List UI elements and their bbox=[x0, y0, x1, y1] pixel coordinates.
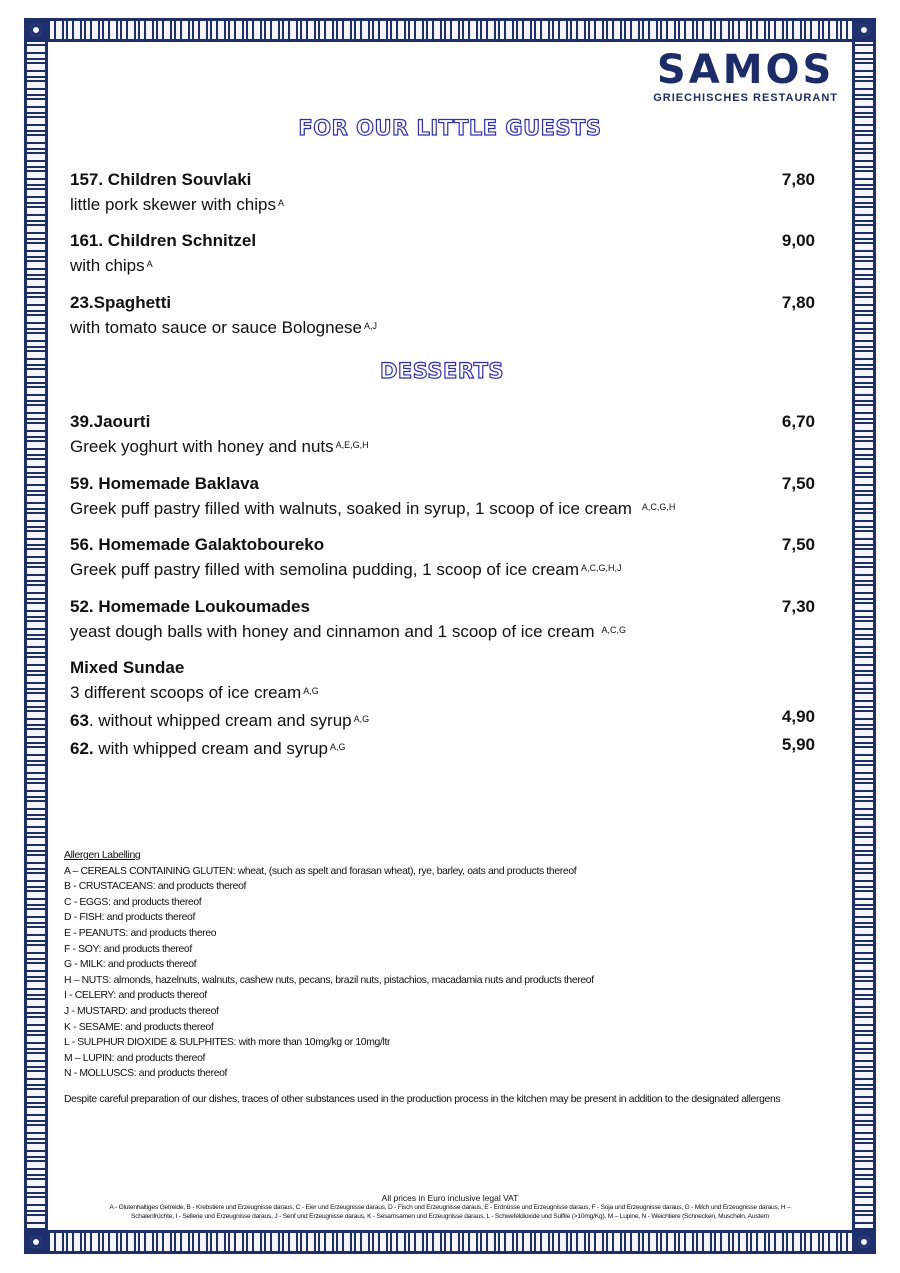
allergen-codes: A,C,G bbox=[601, 625, 627, 635]
option-price: 5,90 bbox=[781, 735, 815, 754]
item-title: 59. Homemade Baklava bbox=[70, 474, 259, 493]
allergen-line: A – CEREALS CONTAINING GLUTEN: wheat, (such as spelt and forasan wheat), rye, barley, oats and products thereof bbox=[64, 865, 577, 877]
corner-ornament-icon bbox=[852, 18, 876, 42]
allergen-line: F - SOY: and products thereof bbox=[64, 943, 192, 955]
item-title: 39.Jaourti bbox=[70, 412, 151, 431]
item-title: 161. Children Schnitzel bbox=[70, 231, 257, 250]
german-allergens-line: A - Glutenhaltiges Getreide, B - Krebstiere und Erzeugnisse daraus, C - Eier und Erzeugnisse daraus, D - Fisch und Erzeugnisse daraus, E - Erdnüsse und Erzeugnisse daraus, F - Soja und Erzeugnisse daraus, G - Milch und Erzeugnisse daraus, H – bbox=[109, 1204, 791, 1211]
corner-ornament-icon bbox=[24, 1230, 48, 1254]
item-description: 3 different scoops of ice cream $^{A,G}$ bbox=[70, 683, 319, 702]
brand-name: SAMOS bbox=[656, 47, 835, 93]
border-bottom bbox=[24, 1230, 876, 1254]
option-text: . without whipped cream and syrup bbox=[88, 711, 352, 730]
allergen-line: H – NUTS: almonds, hazelnuts, walnuts, cashew nuts, pecans, brazil nuts, pistachios, macadamia nuts and products thereof bbox=[64, 974, 594, 986]
item-description: with tomato sauce or sauce Bolognese $^{A,J}$ bbox=[70, 318, 378, 337]
option-price: 4,90 bbox=[781, 707, 815, 726]
menu-item bbox=[70, 170, 815, 215]
menu-item-sundae bbox=[70, 658, 815, 703]
menu-item bbox=[70, 535, 815, 580]
border-left bbox=[24, 18, 48, 1254]
allergen-line: M – LUPIN: and products thereof bbox=[64, 1052, 206, 1064]
allergen-codes: A bbox=[277, 198, 284, 208]
item-price: 9,00 bbox=[781, 231, 815, 250]
item-description: with chips $^A$ bbox=[70, 256, 153, 275]
item-price: 7,30 bbox=[781, 597, 815, 616]
item-description: yeast dough balls with honey and cinnamon and 1 scoop of ice cream $^{A,C,G}$ bbox=[70, 622, 627, 641]
allergen-line: C - EGGS: and products thereof bbox=[64, 896, 202, 908]
item-description: Greek puff pastry filled with semolina pudding, 1 scoop of ice cream $^{A,C,G,H,J}$ bbox=[70, 560, 622, 579]
brand-subtitle: GRIECHISCHES RESTAURANT bbox=[653, 92, 838, 104]
item-price: 7,50 bbox=[781, 535, 815, 554]
allergen-note: Despite careful preparation of our dishes, traces of other substances used in the production process in the kitchen may be present in addition to the designated allergens bbox=[64, 1093, 781, 1105]
item-title: Mixed Sundae bbox=[70, 658, 185, 677]
allergen-line: N - MOLLUSCS: and products thereof bbox=[64, 1068, 228, 1080]
section-title-kids: FOR OUR LITTLE GUESTS bbox=[298, 116, 602, 140]
corner-ornament-icon bbox=[852, 1230, 876, 1254]
allergen-labelling bbox=[64, 848, 844, 1108]
allergen-line: D - FISH: and products thereof bbox=[64, 912, 195, 924]
item-title: 56. Homemade Galaktoboureko bbox=[70, 535, 325, 554]
sundae-option bbox=[70, 707, 815, 731]
option-number: 62. bbox=[70, 739, 94, 758]
allergen-codes: A,C,G,H bbox=[641, 502, 676, 512]
allergen-line: J - MUSTARD: and products thereof bbox=[64, 1005, 219, 1017]
allergen-codes: A,G bbox=[303, 686, 319, 696]
allergen-line: E - PEANUTS: and products thereo bbox=[64, 927, 217, 939]
german-allergens-line: Schalenfrüchte, I - Sellerie und Erzeugnisse daraus, J - Senf und Erzeugnisse daraus, K - Sesamsamen und Erzeugnisse daraus, L - Schwefeldioxide und Sulfite (>10mg/Kg), M – Lupine, N - Weichtiere (Schnecken, Muscheln, Austern bbox=[131, 1213, 769, 1220]
footer bbox=[60, 1193, 840, 1221]
allergen-line: K - SESAME: and products thereof bbox=[64, 1021, 214, 1033]
item-description: little pork skewer with chips $^A$ bbox=[70, 195, 284, 214]
allergen-line: L - SULPHUR DIOXIDE & SULPHITES: with more than 10mg/kg or 10mg/ltr bbox=[64, 1037, 391, 1049]
item-title: 52. Homemade Loukoumades bbox=[70, 597, 310, 616]
sundae-option bbox=[70, 735, 815, 759]
allergen-heading: Allergen Labelling bbox=[64, 850, 141, 861]
item-description: Greek yoghurt with honey and nuts $^{A,E,G,H}$ bbox=[70, 437, 369, 456]
option-text: with whipped cream and syrup bbox=[93, 739, 328, 758]
item-title: 23.Spaghetti bbox=[70, 293, 172, 312]
border-right bbox=[852, 18, 876, 1254]
item-title: 157. Children Souvlaki bbox=[70, 170, 252, 189]
allergen-codes: A,G bbox=[329, 742, 346, 752]
item-price: 6,70 bbox=[781, 412, 815, 431]
menu-item bbox=[70, 293, 815, 338]
option-number: 63 bbox=[70, 711, 89, 730]
allergen-codes: A,J bbox=[364, 321, 378, 331]
menu-item bbox=[70, 231, 815, 276]
section-title-desserts: DESSERTS bbox=[379, 359, 505, 383]
border-top bbox=[24, 18, 876, 42]
menu-item bbox=[70, 597, 815, 642]
vat-note: All prices in Euro inclusive legal VAT bbox=[381, 1193, 519, 1203]
allergen-codes: A,G bbox=[353, 714, 370, 724]
menu-item bbox=[70, 412, 815, 457]
item-price: 7,80 bbox=[781, 293, 815, 312]
allergen-line: B - CRUSTACEANS: and products thereof bbox=[64, 881, 247, 893]
menu-item bbox=[70, 474, 815, 519]
item-price: 7,80 bbox=[781, 170, 815, 189]
allergen-codes: A,E,G,H bbox=[335, 440, 369, 450]
allergen-line: G - MILK: and products thereof bbox=[64, 959, 197, 971]
restaurant-logo bbox=[653, 47, 838, 104]
item-description: Greek puff pastry filled with walnuts, soaked in syrup, 1 scoop of ice cream $^{A,C,G,H}$ bbox=[70, 499, 676, 518]
item-price: 7,50 bbox=[781, 474, 815, 493]
corner-ornament-icon bbox=[24, 18, 48, 42]
allergen-line: I - CELERY: and products thereof bbox=[64, 990, 207, 1002]
allergen-codes: A bbox=[146, 259, 153, 269]
allergen-codes: A,C,G,H,J bbox=[581, 563, 622, 573]
